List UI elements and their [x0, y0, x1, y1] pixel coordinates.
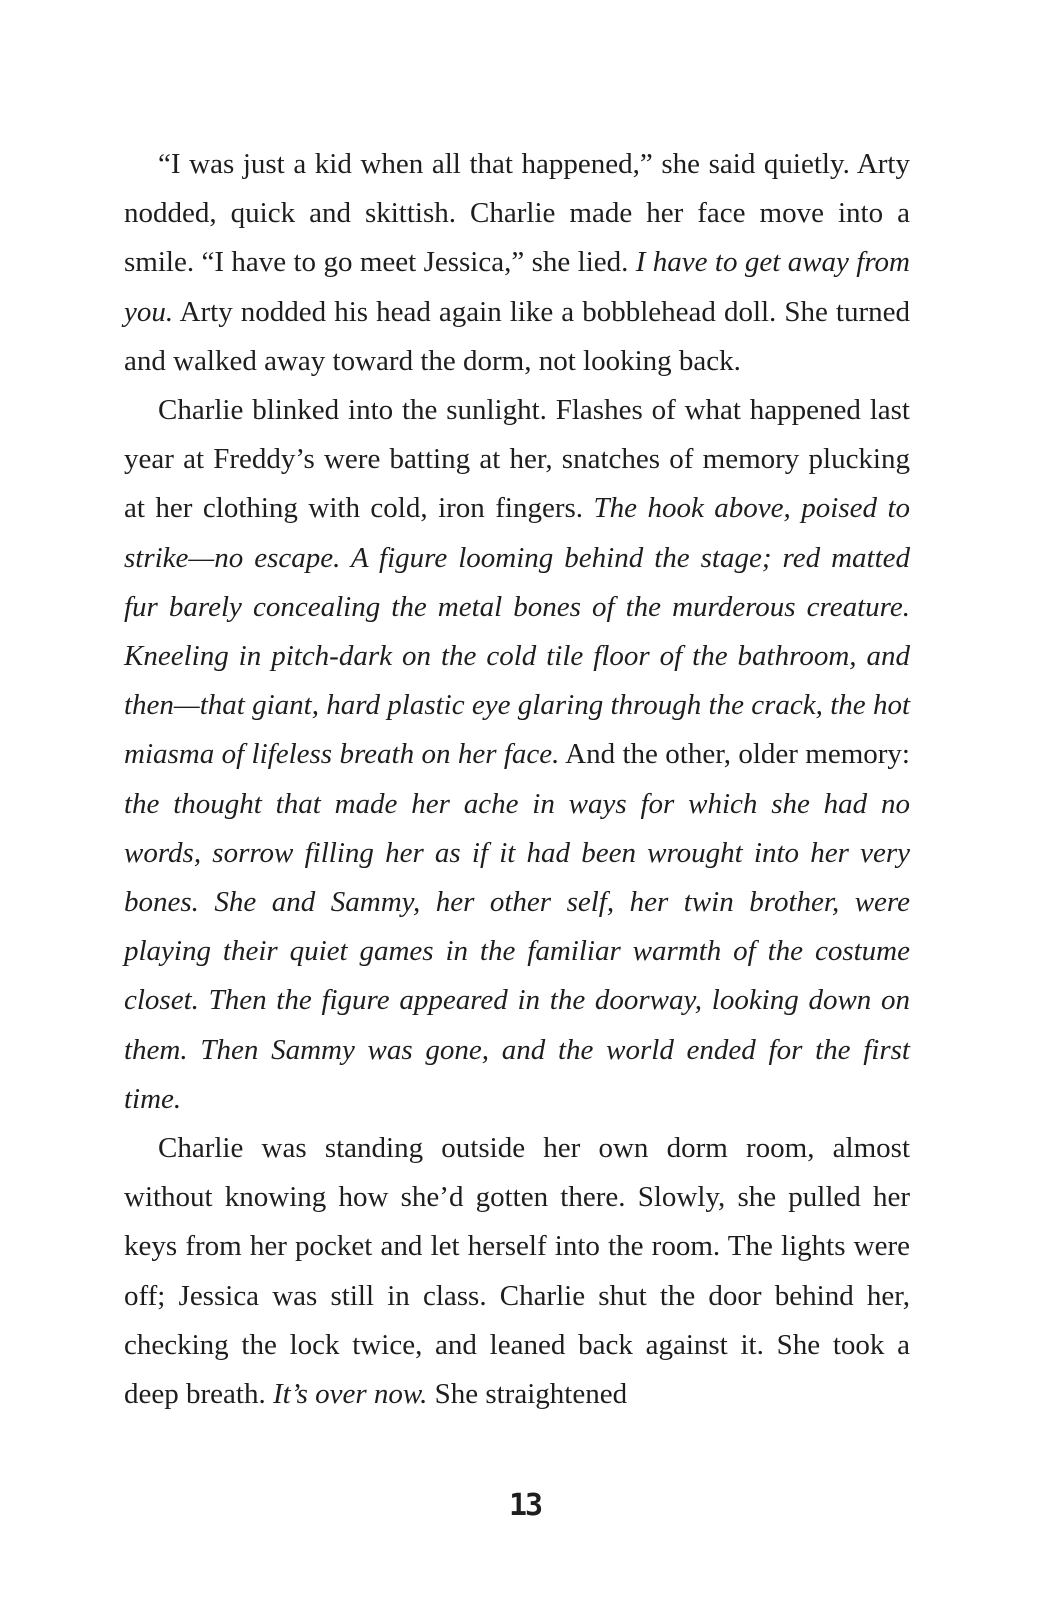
text-segment-italic: The hook above, poised to strike—no escape. A figure looming behind the stage; red matted fur barely concealing the metal bones of the murderous creature. Kneeling in pitch-dark on the cold tile floor of the bathroom, and then—that giant, hard plastic eye glaring through the crack, the hot miasma of lifeless breath on her face.	[124, 492, 910, 771]
text-segment-italic: It’s over now.	[272, 1378, 428, 1411]
text-segment: Charlie was standing outside her own dorm room, almost without knowing how she’d gotten there. Slowly, she pulled her keys from her pocket and let herself into the room. The lights were off; Jessica was still in class. Charlie shut the door behind her, checking the lock twice, and leaned back against it. She took a deep breath.	[124, 1132, 910, 1411]
text-segment: “I was just a kid when all that happened,” she said quietly. Arty nodded, quick and skittish. Charlie made her face move into a smile. “I have to go meet Jessica,” she lied.	[124, 148, 910, 279]
text-segment: And the other, older memory:	[559, 738, 910, 771]
text-segment-italic: I have to get away from you.	[124, 246, 910, 328]
paragraph-1	[124, 140, 910, 386]
paragraph-3	[124, 1124, 910, 1419]
text-segment-italic: the thought that made her ache in ways for which she had no words, sorrow filling her as if it had been wrought into her very bones. She and Sammy, her other self, her twin brother, were playing their quiet games in the familiar warmth of the costume closet. Then the figure appeared in the doorway, looking down on them. Then Sammy was gone, and the world ended for the first time.	[124, 787, 910, 1115]
body-text	[124, 140, 910, 1419]
page-number: 13	[508, 1488, 542, 1523]
paragraph-2	[124, 386, 910, 1124]
text-segment: She straightened	[427, 1378, 628, 1411]
text-segment: Arty nodded his head again like a bobblehead doll. She turned and walked away toward the dorm, not looking back.	[124, 295, 910, 377]
text-segment: Charlie blinked into the sunlight. Flashes of what happened last year at Freddy’s were batting at her, snatches of memory plucking at her clothing with cold, iron fingers.	[124, 394, 910, 525]
